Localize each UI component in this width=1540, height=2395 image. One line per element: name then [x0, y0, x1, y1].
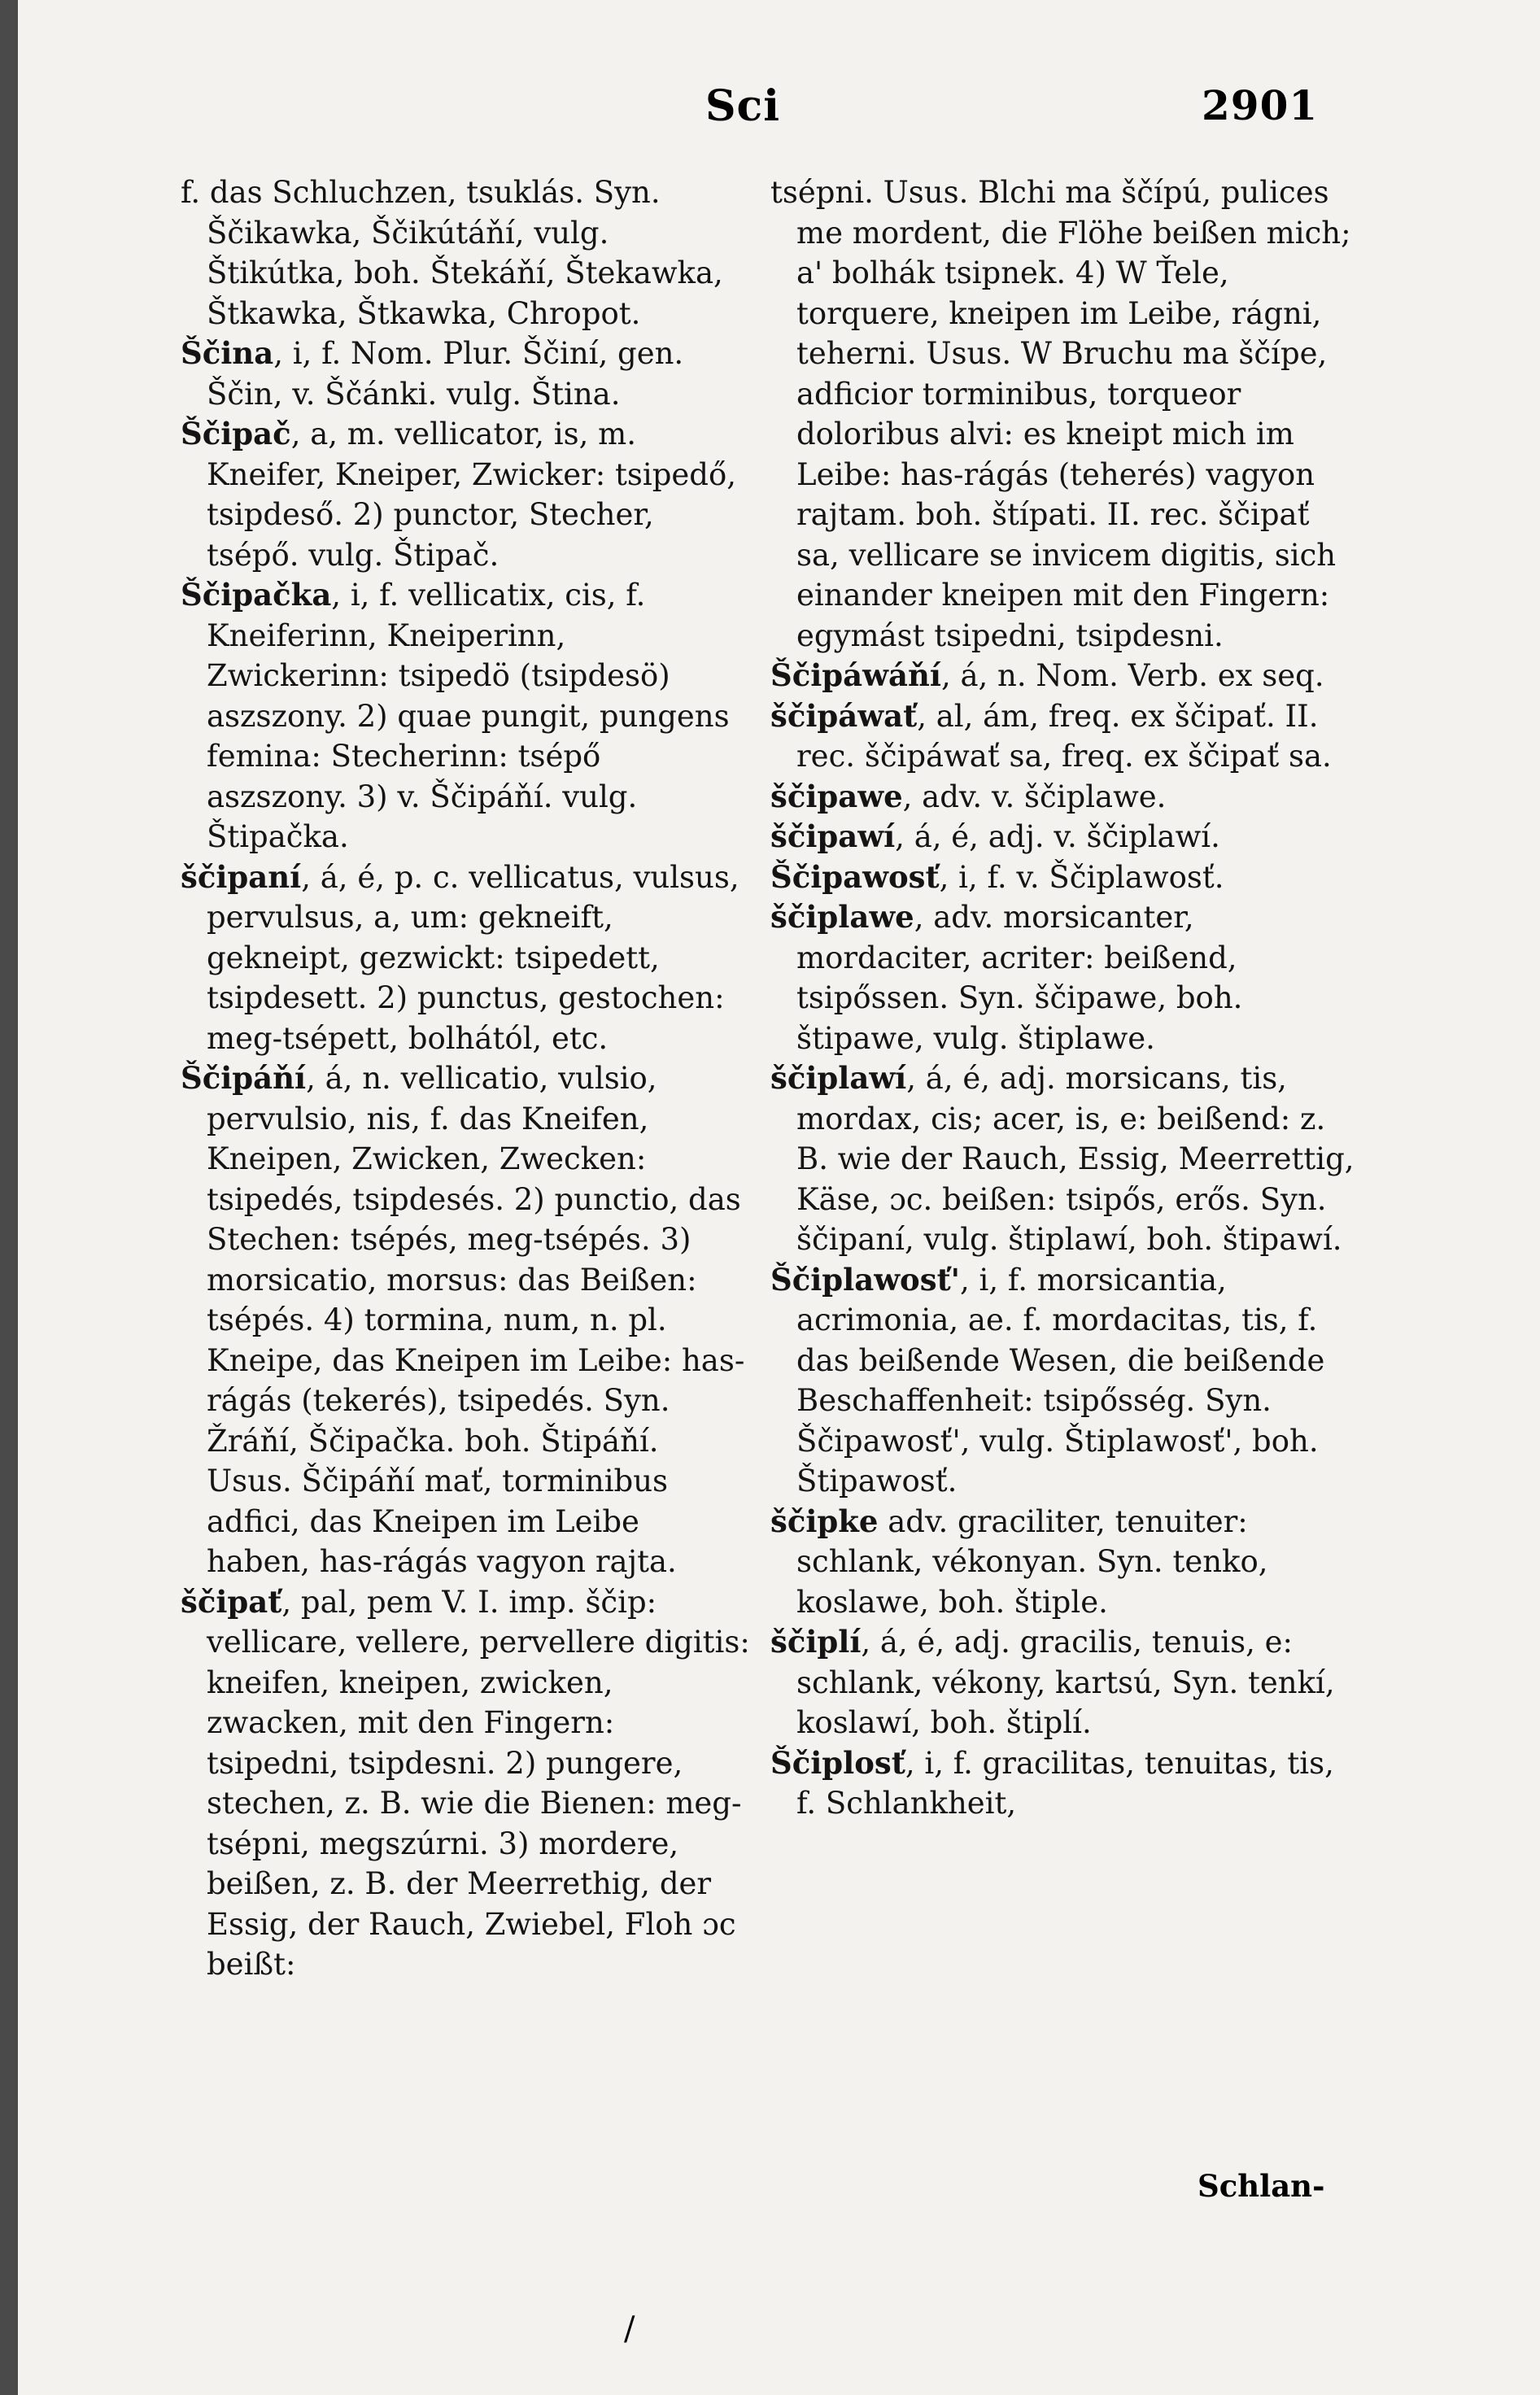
entry-text: , i, f. v. Ščiplawosť.	[939, 859, 1224, 895]
entry-text: , á, n. vellicatio, vulsio, pervulsio, nis, f. das Kneifen, Kneipen, Zwicken, Zwecken: tsipedés, tsipdesés. 2) punctio, das Stechen: tsépés, meg-tsépés. 3) morsicatio, morsus: das Beißen: tsépés. 4) tormina, num, n. pl. Kneipe, das Kneipen im Leibe: has-rágás (tekerés), tsipedés. Syn. Žráňí, Ščipačka. boh. Štipáňí. Usus. Ščipáňí mať, torminibus adfici, das Kneipen im Leibe haben, has-rágás vagyon rajta.	[207, 1061, 745, 1579]
headword: Ščipáwáňí	[770, 657, 941, 693]
dictionary-entry	[181, 1058, 750, 1582]
dictionary-page	[18, 0, 1540, 2395]
entry-text: tsépni. Usus. Blchi ma ščípú, pulices me mordent, die Flöhe beißen mich; a' bolhák tsipnek. 4) W Ťele, torquere, kneipen im Leibe, rágni, teherni. Usus. W Bruchu ma ščípe, adficior torminibus, torqueor doloribus alvi: es kneipt mich im Leibe: has-rágás (teherés) vagyon rajtam. boh. štípati. II. rec. ščipať sa, vellicare se invicem digitis, sich einander kneipen mit den Fingern: egymást tsipedni, tsipdesni.	[770, 175, 1351, 653]
entry-text: , i, f. Nom. Plur. Ščiní, gen. Ščin, v. Ščánki. vulg. Ština.	[207, 336, 684, 412]
headword: Ščipawosť	[770, 858, 940, 895]
page-number: 2901	[1202, 81, 1319, 129]
dictionary-entry	[181, 172, 750, 334]
headword: ščipať	[181, 1583, 282, 1620]
dictionary-entry	[181, 857, 750, 1059]
headword: ščipawí	[770, 818, 896, 854]
entry-text: , i, f. vellicatix, cis, f. Kneiferinn, Kneiperinn, Zwickerinn: tsipedö (tsipdesö) aszszony. 2) quae pungit, pungens femina: Stecherinn: tsépő aszszony. 3) v. Ščipáňí. vulg. Štipačka.	[207, 578, 730, 854]
entry-text: adv. graciliter, tenuiter: schlank, vékonyan. Syn. tenko, koslawe, boh. štiple.	[796, 1503, 1268, 1620]
entry-text: , i, f. gracilitas, tenuitas, tis, f. Schlankheit,	[796, 1745, 1334, 1821]
dictionary-entry	[770, 817, 1356, 857]
entry-text: , á, é, adj. v. ščiplawí.	[895, 819, 1220, 854]
headword: Ščipač	[181, 416, 291, 452]
entry-text: , á, é, adj. morsicans, tis, mordax, cis; acer, is, e: beißend: z. B. wie der Rauch, Essig, Meerrettig, Käse, ɔc. beißen: tsipős, erős. Syn. ščipaní, vulg. štiplawí, boh. štipawí.	[796, 1061, 1355, 1257]
headword: Ščipačka	[181, 577, 332, 613]
dictionary-entry	[770, 897, 1356, 1058]
footer-mark: /	[624, 2310, 635, 2348]
dictionary-entry	[770, 1502, 1356, 1623]
entry-text: , a, m. vellicator, is, m. Kneifer, Kneiper, Zwicker: tsipedő, tsipdeső. 2) punctor, Stecher, tsépő. vulg. Štipač.	[207, 417, 737, 573]
dictionary-entry	[770, 696, 1356, 777]
running-head: Sci	[705, 81, 780, 131]
dictionary-entry	[770, 1058, 1356, 1260]
entry-text: , adv. v. ščiplawe.	[902, 779, 1167, 814]
entry-text: , adv. morsicanter, mordaciter, acriter: beißend, tsipőssen. Syn. ščipawe, boh. štipawe, vulg. štiplawe.	[796, 900, 1243, 1056]
headword: ščiplawí	[770, 1060, 907, 1096]
headword: ščipke	[770, 1503, 879, 1539]
entry-text: , pal, pem V. I. imp. ščip: vellicare, vellere, pervellere digitis: kneifen, kneipen, zwicken, zwacken, mit den Fingern: tsipedni, tsipdesni. 2) pungere, stechen, z. B. wie die Bienen: meg-tsépni, megszúrni. 3) mordere, beißen, z. B. der Meerrethig, der Essig, der Rauch, Zwiebel, Floh ɔc beißt:	[207, 1584, 750, 1982]
dictionary-entry	[770, 857, 1356, 898]
catchword: Schlan-	[1198, 2168, 1325, 2204]
dictionary-entry	[770, 656, 1356, 696]
headword: Ščina	[181, 335, 274, 371]
headword: Ščipáňí	[181, 1060, 307, 1096]
dictionary-entry	[181, 334, 750, 414]
headword: Ščiplawosť'	[770, 1261, 960, 1298]
dictionary-entry	[770, 1260, 1356, 1502]
dictionary-entry	[181, 414, 750, 575]
headword: ščiplawe	[770, 899, 914, 935]
page-header	[18, 81, 1540, 146]
entry-text: , á, n. Nom. Verb. ex seq.	[940, 658, 1324, 693]
entry-text: , al, ám, freq. ex ščipať. II. rec. ščipáwať sa, freq. ex ščipať sa.	[796, 698, 1332, 774]
dictionary-entry	[770, 1743, 1356, 1824]
entry-text: f. das Schluchzen, tsuklás. Syn. Ščikawka, Ščikútáňí, vulg. Štikútka, boh. Štekáňí, Štekawka, Štkawka, Štkawka, Chropot.	[181, 175, 723, 331]
dictionary-entry	[181, 575, 750, 857]
left-column	[181, 172, 750, 1985]
dictionary-entry	[770, 1622, 1356, 1743]
headword: ščipaní	[181, 858, 302, 895]
headword: Ščiplosť	[770, 1744, 905, 1781]
entry-text: , i, f. morsicantia, acrimonia, ae. f. mordacitas, tis, f. das beißende Wesen, die beißende Beschaffenheit: tsipősség. Syn. Ščipawosť', vulg. Štiplawosť', boh. Štipawosť.	[796, 1262, 1325, 1499]
right-column	[770, 172, 1356, 1824]
headword: ščipáwať	[770, 697, 918, 734]
dictionary-entry	[770, 777, 1356, 818]
headword: ščiplí	[770, 1624, 862, 1660]
entry-text: , á, é, p. c. vellicatus, vulsus, pervulsus, a, um: gekneift, gekneipt, gezwickt: tsipedett, tsipdesett. 2) punctus, gestochen: meg-tsépett, bolhától, etc.	[207, 859, 739, 1056]
dictionary-entry	[770, 172, 1356, 656]
entry-text: , á, é, adj. gracilis, tenuis, e: schlank, vékony, kartsú, Syn. tenkí, koslawí, boh. štiplí.	[796, 1625, 1335, 1740]
headword: ščipawe	[770, 778, 903, 814]
dictionary-entry	[181, 1582, 750, 1985]
